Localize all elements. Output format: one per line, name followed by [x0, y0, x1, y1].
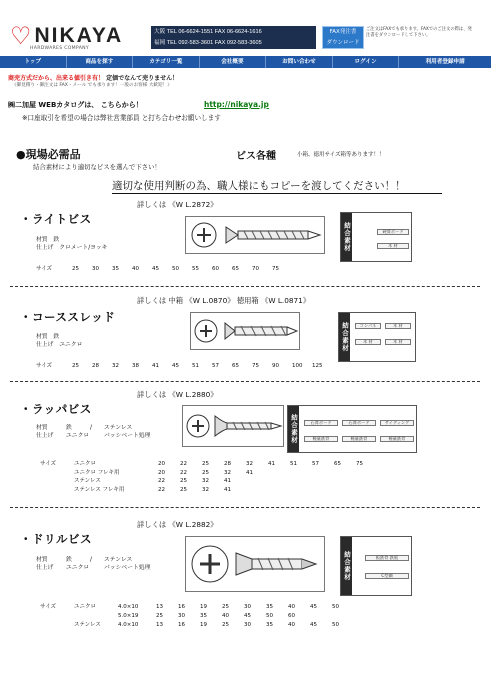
sizes-coarse-thread — [36, 361, 332, 369]
size-value: 25 — [72, 363, 79, 369]
material-label: 木 材 — [377, 243, 409, 249]
combo-materials-coarse — [338, 312, 416, 362]
size-row-name: ユニクロ フレキ用 — [74, 469, 120, 476]
ref-drill-screw: 詳しくは 《W L.2882》 — [137, 520, 218, 529]
spec-value: クロメート/ヨッキ — [59, 245, 108, 251]
screw-drawing-trumpet — [182, 405, 284, 447]
spec-value: 鉄 — [53, 237, 60, 243]
ref-trumpet-screw: 詳しくは 《W L.2880》 — [137, 390, 218, 399]
nav-search-products[interactable]: 商品を探す — [67, 56, 134, 68]
size-value: 16 — [178, 622, 185, 628]
contact-osaka: 大阪 TEL 06-6624-1551 FAX 06-6624-1616 — [154, 29, 262, 35]
size-label: サイズ — [36, 363, 53, 369]
size-value: 38 — [132, 363, 139, 369]
material-label: サイディング — [380, 420, 414, 426]
logo-text: NIKAYA — [34, 24, 124, 47]
size-value: 22 — [180, 461, 187, 467]
combo-materials-light — [340, 212, 412, 262]
size-value: 90 — [272, 363, 279, 369]
size-row-dim: 4.0×10 — [118, 622, 139, 628]
size-value: 30 — [92, 266, 99, 272]
size-value: 55 — [192, 266, 199, 272]
ref-light-screw: 詳しくは 《W L.2872》 — [137, 200, 218, 209]
spec-value: 鉄 — [53, 334, 60, 340]
screw-heading: ビス各種 — [236, 151, 276, 162]
size-value: 50 — [172, 266, 179, 272]
spec-label: 仕上げ — [36, 433, 54, 439]
title-light-screw: ・ライトビス — [20, 212, 92, 226]
size-value: 22 — [180, 469, 187, 476]
size-value: 45 — [310, 622, 317, 628]
spec-value: ユニクロ — [66, 565, 90, 571]
catalog-text: ㈱二加屋 WEBカタログは、 こちらから！ — [8, 101, 143, 109]
catalog-link[interactable]: http://nikaya.jp — [204, 100, 269, 109]
size-row-name: ユニクロ — [74, 461, 97, 467]
nav-categories[interactable]: カテゴリ一覧 — [133, 56, 200, 68]
title-trumpet-screw: ・ラッパビス — [20, 402, 92, 416]
size-value: 35 — [266, 622, 273, 628]
spec-label: 材質 — [36, 237, 48, 243]
combo-tag: 結合素材 — [341, 213, 352, 261]
title-coarse-thread: ・コーススレッド — [20, 310, 116, 324]
size-value: 20 — [158, 461, 165, 467]
spec-label: 仕上げ — [36, 565, 54, 571]
spec-value: パッシベート処理 — [104, 565, 151, 571]
spec-light-screw — [36, 236, 107, 252]
size-value: 125 — [312, 363, 323, 369]
screw-note: 小箱、徳用サイズ箱等あります！！ — [297, 152, 385, 158]
nav-top[interactable]: トップ — [0, 56, 67, 68]
size-row-name: ユニクロ — [74, 604, 97, 610]
spec-value: ユニクロ — [59, 342, 83, 348]
size-value: 40 — [288, 622, 295, 628]
screw-drawing-light — [185, 216, 325, 254]
logo-subtitle: HARDWARES COMPANY — [30, 46, 89, 51]
size-value: 13 — [156, 604, 163, 610]
size-value: 22 — [158, 486, 165, 493]
material-label: コンパネ — [355, 323, 381, 329]
divider — [10, 286, 480, 287]
size-value: 30 — [244, 622, 251, 628]
size-value: 41 — [152, 363, 159, 369]
fax-note: ご注文はFAXでも承ります。FAXでのご注文の際は、発注書をダウンロードして下さい。 — [366, 27, 472, 38]
size-value: 25 — [180, 478, 187, 484]
size-value: 45 — [152, 266, 159, 272]
size-value: 75 — [252, 363, 259, 369]
spec-label: 材質 — [36, 557, 48, 563]
size-value: 16 — [178, 604, 185, 610]
heart-logo-icon: ♡ — [10, 22, 32, 50]
size-label: サイズ — [40, 604, 57, 610]
nav-contact[interactable]: お問い合わせ — [266, 56, 333, 68]
spec-value: 鉄 — [66, 557, 72, 563]
spec-value: ステンレス — [104, 557, 133, 563]
spec-value: ステンレス — [104, 425, 133, 431]
size-value: 35 — [112, 266, 119, 272]
combo-tag: 結合素材 — [341, 537, 352, 595]
size-value: 20 — [158, 469, 165, 476]
spec-value: パッシベート処理 — [104, 433, 151, 439]
size-value: 19 — [200, 604, 207, 610]
size-value: 35 — [200, 613, 207, 619]
size-row-name: ステンレス フレキ用 — [74, 486, 125, 493]
spec-label: 仕上げ — [36, 245, 54, 251]
size-row-dim: 5.0×19 — [118, 613, 139, 619]
size-value: 57 — [312, 461, 319, 467]
section-title: ●現場必需品 — [16, 148, 81, 161]
sizes-light-screw — [36, 264, 292, 272]
size-row-name: ステンレス — [74, 622, 101, 628]
material-label: 板鉄骨 鉄板 — [365, 555, 409, 561]
size-value: 70 — [252, 266, 259, 272]
combo-materials-trumpet — [287, 405, 417, 453]
slogan-red: 商売方式だから、出来る値引き有！ — [8, 75, 105, 82]
size-value: 32 — [202, 486, 209, 493]
divider — [10, 381, 480, 382]
size-value: 75 — [356, 461, 363, 467]
spec-trumpet-screw — [36, 424, 150, 440]
spec-coarse-thread — [36, 333, 82, 349]
size-value: 57 — [212, 363, 219, 369]
slogan — [8, 73, 178, 82]
combo-materials-drill — [340, 536, 412, 596]
size-value: 65 — [334, 461, 341, 467]
main-nav — [0, 56, 491, 68]
coarse-thread-screw-icon — [191, 313, 299, 349]
size-value: 25 — [202, 461, 209, 467]
size-value: 25 — [222, 622, 229, 628]
trumpet-screw-icon — [183, 406, 283, 446]
size-label: サイズ — [36, 266, 53, 272]
material-label: 石膏ボード — [304, 420, 338, 426]
size-value: 25 — [72, 266, 79, 272]
size-value: 51 — [290, 461, 297, 467]
size-value: 32 — [112, 363, 119, 369]
material-label: 石膏ボード — [342, 420, 376, 426]
size-value: 50 — [332, 622, 339, 628]
combo-tag: 結合素材 — [339, 313, 350, 361]
size-value: 25 — [202, 469, 209, 476]
divider — [10, 507, 480, 508]
size-value: 41 — [246, 469, 253, 476]
fax-order-download-button[interactable] — [322, 26, 364, 49]
material-label: 木 材 — [355, 339, 381, 345]
size-label: サイズ — [40, 461, 57, 467]
size-value: 60 — [288, 613, 295, 619]
size-row-dim: 4.0×10 — [118, 604, 139, 610]
contact-fukuoka: 福岡 TEL 092-583-3601 FAX 092-583-3605 — [154, 40, 262, 46]
spec-drill-screw — [36, 556, 150, 572]
size-value: 65 — [232, 363, 239, 369]
size-value: 40 — [222, 613, 229, 619]
spec-label: 材質 — [36, 425, 48, 431]
size-value: 32 — [224, 469, 231, 476]
size-value: 19 — [200, 622, 207, 628]
advice-text: 適切な使用判断の為、職人様にもコピーを渡してください！！ — [112, 180, 406, 192]
size-value: 30 — [178, 613, 185, 619]
drill-screw-icon — [186, 537, 324, 591]
sizes-drill-screw — [40, 603, 354, 630]
material-label: 軽量鉄骨 — [304, 436, 338, 442]
company-logo[interactable] — [10, 24, 123, 48]
screw-drawing-coarse — [190, 312, 300, 350]
size-value: 13 — [156, 622, 163, 628]
spec-label: 仕上げ — [36, 342, 54, 348]
spec-value: ユニクロ — [66, 433, 90, 439]
size-value: 32 — [202, 478, 209, 484]
size-value: 25 — [180, 486, 187, 493]
slogan-main: 定価でなんて売りません！ — [106, 75, 179, 82]
size-value: 60 — [212, 266, 219, 272]
material-label: 木 材 — [385, 323, 411, 329]
size-value: 22 — [158, 478, 165, 484]
size-value: 75 — [272, 266, 279, 272]
size-value: 28 — [224, 461, 231, 467]
nav-register[interactable]: 利用者登録申請 — [425, 59, 465, 65]
size-value: 50 — [266, 613, 273, 619]
spec-label: 材質 — [36, 334, 48, 340]
contact-box — [151, 26, 316, 49]
spec-value: 鉄 — [66, 425, 72, 431]
size-value: 45 — [310, 604, 317, 610]
size-value: 32 — [246, 461, 253, 467]
size-value: 40 — [288, 604, 295, 610]
size-value: 25 — [156, 613, 163, 619]
size-value: 30 — [244, 604, 251, 610]
ref-coarse-thread: 詳しくは 中箱 《W L.0870》 徳用箱 《W L.0871》 — [137, 296, 311, 305]
slogan-sub: 《御見積り・御注文は FAX・メール でも承ります！一般のお客様 大歓迎！》 — [12, 83, 172, 88]
title-drill-screw: ・ドリルビス — [20, 532, 92, 546]
material-label: C型鋼 — [365, 573, 409, 579]
size-value: 51 — [192, 363, 199, 369]
size-value: 45 — [244, 613, 251, 619]
size-value: 25 — [222, 604, 229, 610]
combo-tag: 結合素材 — [288, 406, 299, 452]
account-note: ※口座取引を希望の場合は弊社営業部員 と打ち合わせお願いします — [22, 114, 221, 122]
material-label: 木 材 — [385, 339, 411, 345]
size-value: 41 — [224, 486, 231, 493]
guide-text: 結合素材により適切なビスを選んで下さい！ — [33, 163, 161, 171]
spec-separator: / — [90, 557, 92, 563]
size-value: 35 — [266, 604, 273, 610]
material-label: 硬質ボード — [377, 229, 409, 235]
size-value: 65 — [232, 266, 239, 272]
advice-underline — [112, 193, 442, 194]
size-value: 40 — [132, 266, 139, 272]
size-value: 28 — [92, 363, 99, 369]
nav-company[interactable]: 会社概要 — [200, 56, 267, 68]
light-screw-icon — [186, 217, 324, 253]
size-row-name: ステンレス — [74, 478, 101, 484]
material-label: 軽量鉄骨 — [342, 436, 376, 442]
size-value: 41 — [268, 461, 275, 467]
size-value: 41 — [224, 478, 231, 484]
fax-button-label: FAX発注書 ダウンロード — [326, 29, 360, 46]
screw-drawing-drill — [185, 536, 325, 592]
spec-separator: / — [90, 425, 92, 431]
size-value: 100 — [292, 363, 303, 369]
nav-login[interactable]: ログイン — [333, 56, 400, 68]
sizes-trumpet-screw — [40, 460, 378, 494]
size-value: 45 — [172, 363, 179, 369]
material-label: 軽量鉄骨 — [380, 436, 414, 442]
size-value: 50 — [332, 604, 339, 610]
